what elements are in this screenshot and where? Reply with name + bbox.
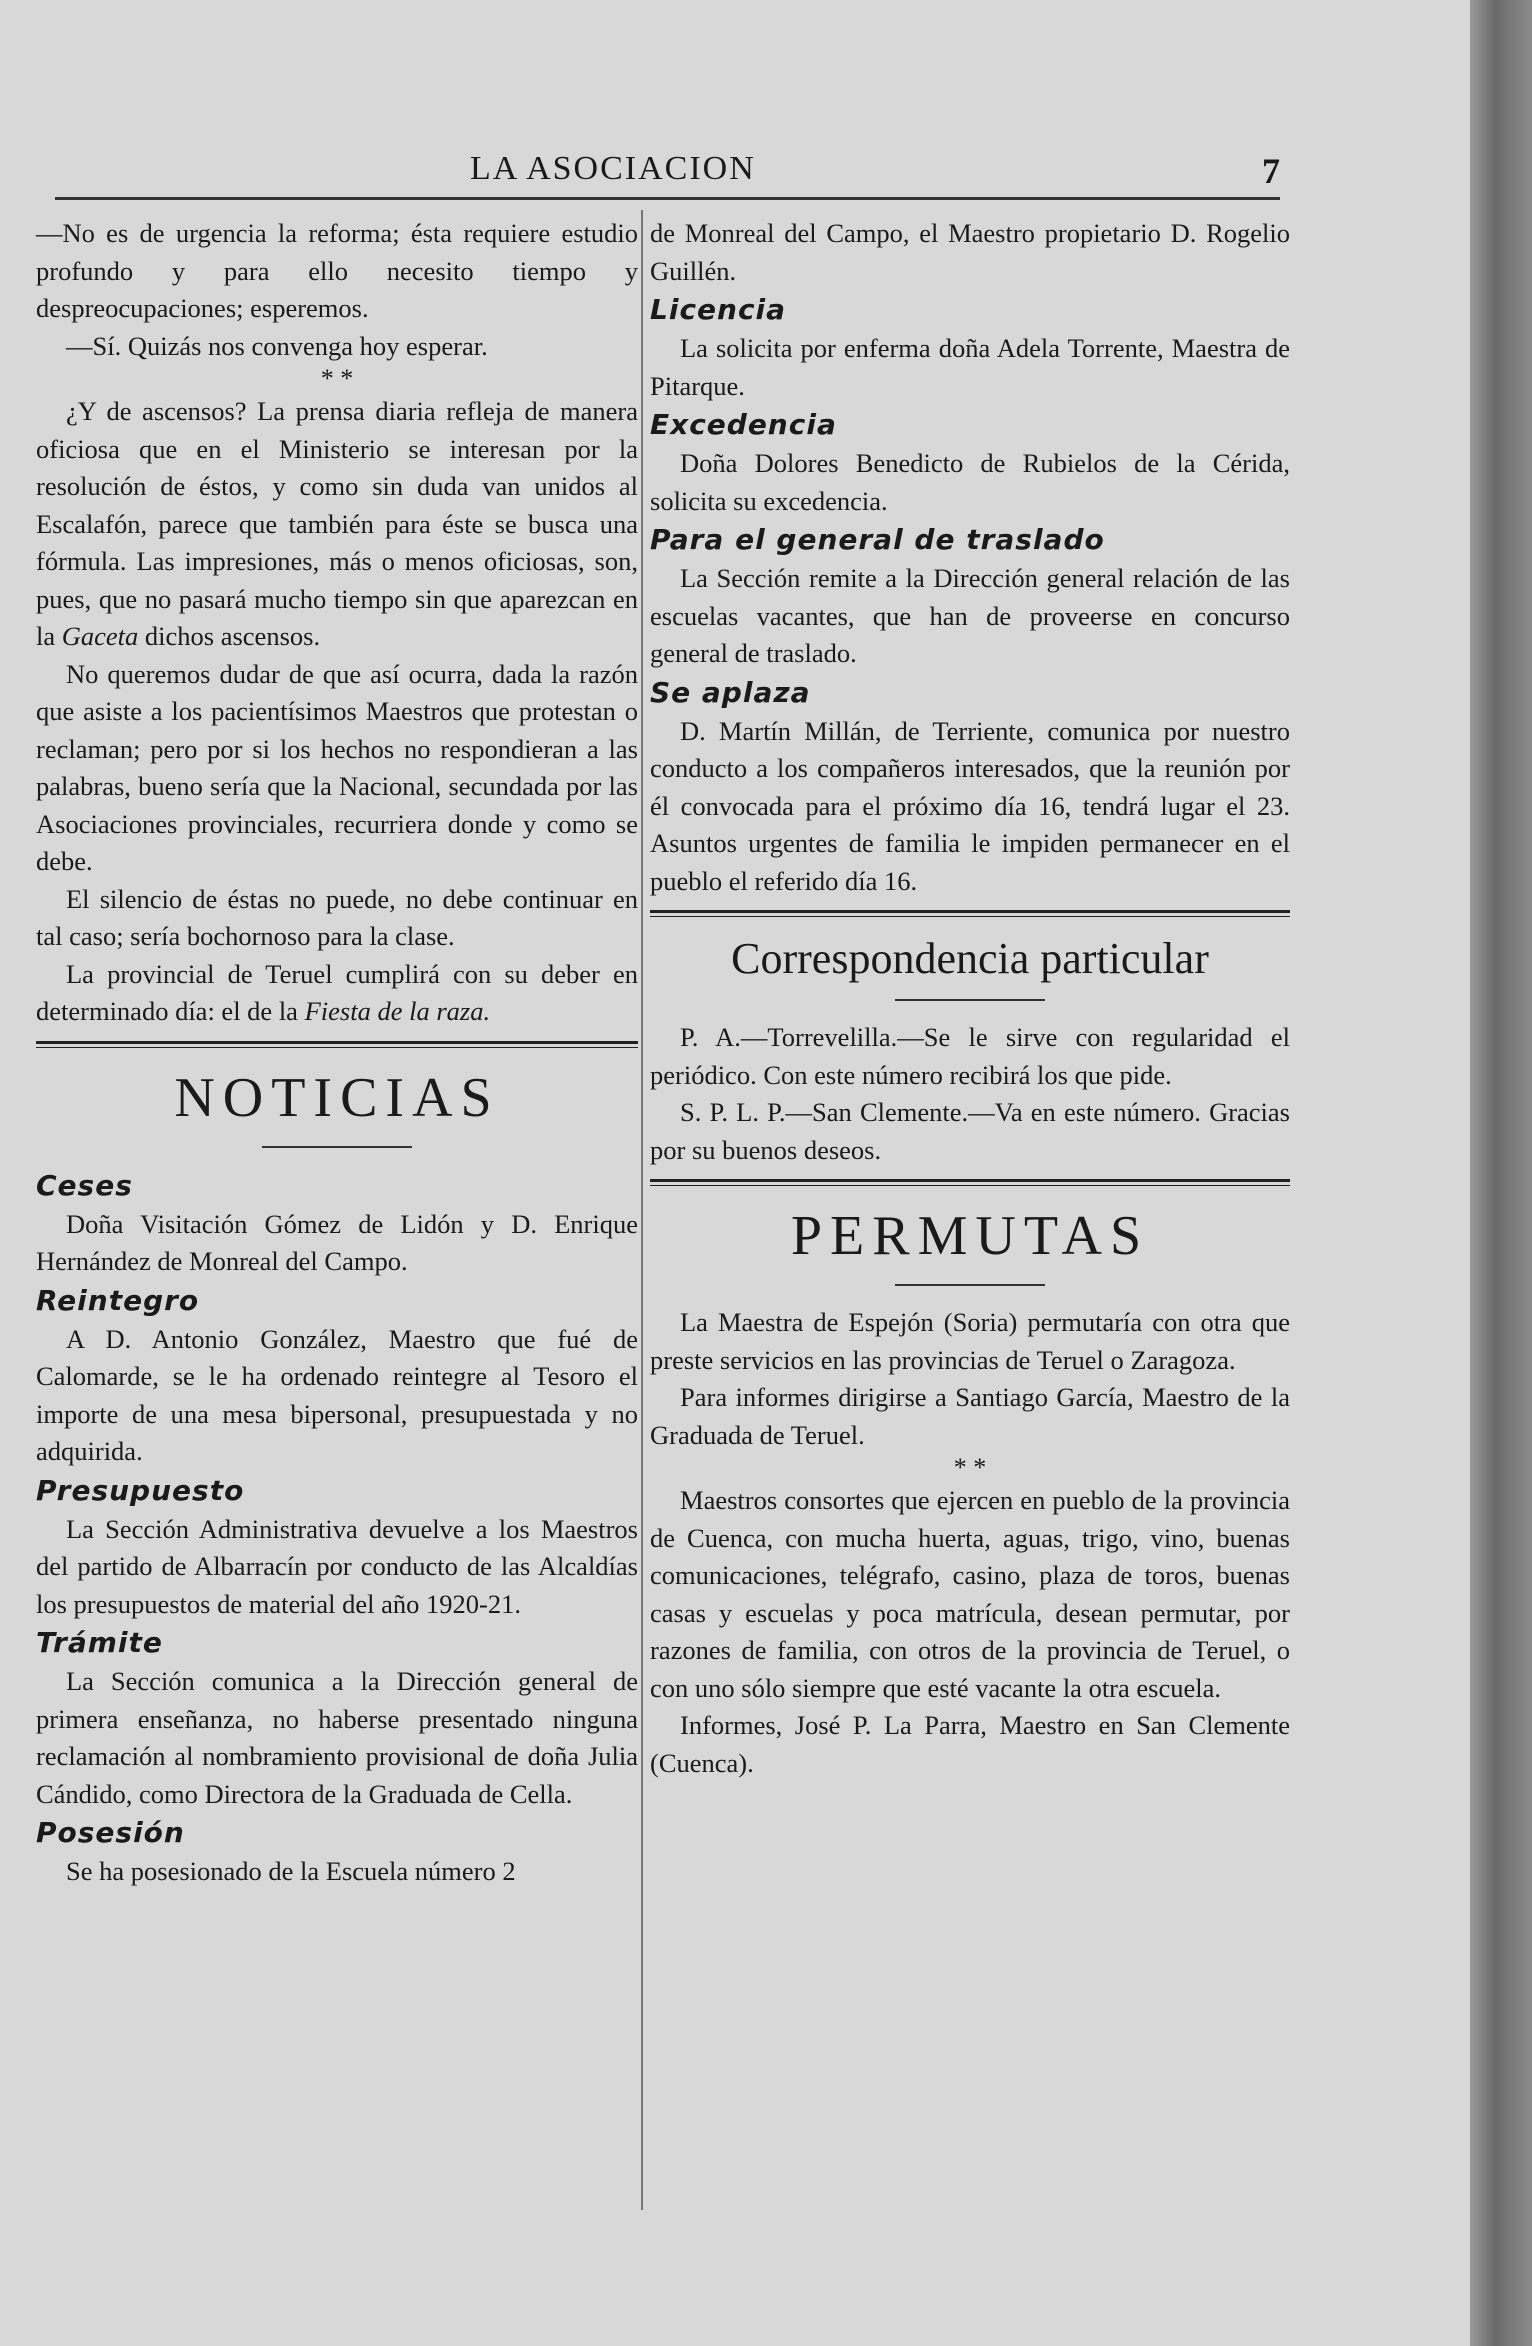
page-number: 7 <box>1262 151 1280 191</box>
paragraph: Doña Dolores Benedicto de Rubielos de la Cérida, solicita su excedencia. <box>650 448 1290 516</box>
paragraph: La Maestra de Espejón (Soria) permutaría con otra que preste servicios en las provincias de Teruel o Zaragoza. <box>650 1307 1290 1375</box>
masthead-title: LA ASOCIACION <box>470 150 756 187</box>
subheading-licencia: Licencia <box>650 293 787 326</box>
subheading-posesion: Posesión <box>36 1816 185 1849</box>
short-rule <box>895 999 1045 1001</box>
paragraph: ¿Y de ascensos? La prensa diaria refleja de manera oficiosa que en el Ministerio se interesan por la resolución de éstos, y como sin duda van unidos al Escalafón, parece que también para éste se busca una fórmula. Las impresiones, más o menos oficiosas, son, pues, que no pasará mucho tiempo sin que aparezcan en la Gaceta dichos ascensos. <box>36 396 638 651</box>
paragraph: La solicita por enferma doña Adela Torrente, Maestra de Pitarque. <box>650 333 1290 401</box>
left-column <box>36 215 638 1891</box>
paragraph: —No es de urgencia la reforma; ésta requiere estudio profundo y para ello necesito tiempo y despreocupaciones; esperemos. <box>36 218 638 323</box>
paragraph: A D. Antonio González, Maestro que fué de Calomarde, se le ha ordenado reintegre al Tesoro el importe de una mesa bipersonal, presupuestada y no adquirida. <box>36 1323 638 1466</box>
noticias-heading: NOTICIAS <box>174 1066 500 1129</box>
header-rule <box>55 197 1280 200</box>
paragraph: P. A.—Torrevelilla.—Se le sirve con regularidad el periódico. Con este número recibirá los que pide. <box>650 1022 1290 1090</box>
short-rule <box>262 1146 412 1148</box>
gaceta-italic: Gaceta <box>61 621 139 651</box>
paragraph: de Monreal del Campo, el Maestro propietario D. Rogelio Guillén. <box>650 218 1290 286</box>
page-edge-shadow <box>1470 0 1532 2346</box>
paragraph: La Sección Administrativa devuelve a los Maestros del partido de Albarracín por conducto de las Alcaldías los presupuestos de material del año 1920-21. <box>36 1513 638 1619</box>
short-rule <box>895 1284 1045 1286</box>
paragraph: Informes, José P. La Parra, Maestro en San Clemente (Cuenca). <box>650 1710 1290 1778</box>
subheading-aplaza: Se aplaza <box>650 675 811 709</box>
paragraph: No queremos dudar de que así ocurra, dada la razón que asiste a los pacientísimos Maestros que protestan o reclaman; pero por si los hechos no respondieran a las palabras, bueno sería que la Nacional, secundada por las Asociaciones provinciales, recurriera donde y como se debe. <box>36 658 638 876</box>
fiesta-italic: Fiesta de la raza. <box>304 996 491 1026</box>
column-divider <box>641 210 643 2210</box>
paragraph: —Sí. Quizás nos convenga hoy esperar. <box>66 330 488 361</box>
paragraph: Para informes dirigirse a Santiago García, Maestro de la Graduada de Teruel. <box>650 1382 1290 1450</box>
asterism: * * <box>320 364 354 393</box>
paragraph: La Sección comunica a la Dirección general de primera enseñanza, no haberse presentado ninguna reclamación al nombramiento provisional de doña Julia Cándido, como Directora de la Graduada de Cella. <box>36 1666 638 1809</box>
paragraph: D. Martín Millán, de Terriente, comunica por nuestro conducto a los compañeros interesados, que la reunión por él convocada para el próximo día 16, tendrá lugar el 23. Asuntos urgentes de familia le impiden permanecer en el pueblo el referido día 16. <box>650 715 1290 896</box>
section-rule <box>36 1041 638 1048</box>
section-rule <box>650 910 1290 917</box>
subheading-ceses: Ceses <box>36 1168 133 1202</box>
right-column <box>650 215 1290 1782</box>
subheading-presupuesto: Presupuesto <box>36 1473 245 1507</box>
paragraph: S. P. L. P.—San Clemente.—Va en este número. Gracias por su buenos deseos. <box>650 1097 1290 1165</box>
paragraph: El silencio de éstas no puede, no debe continuar en tal caso; sería bochornoso para la clase. <box>36 883 638 951</box>
section-rule <box>650 1179 1290 1186</box>
subheading-tramite: Trámite <box>36 1626 163 1659</box>
permutas-heading: PERMUTAS <box>790 1205 1150 1267</box>
correspondencia-heading: Correspondencia particular <box>731 934 1209 983</box>
paragraph: Maestros consortes que ejercen en pueblo de la provincia de Cuenca, con mucha huerta, aguas, trigo, vino, buenas comunicaciones, telégrafo, casino, plaza de toros, buenas casas y escuelas y poca matrícula, desean permutar, por razones de familia, con otros de la provincia de Teruel, o con uno sólo siempre que esté vacante la otra escuela. <box>650 1485 1290 1703</box>
subheading-reintegro: Reintegro <box>36 1283 200 1317</box>
paragraph: La Sección remite a la Dirección general relación de las escuelas vacantes, que han de proveerse en concurso general de traslado. <box>650 563 1290 668</box>
subheading-traslado: Para el general de traslado <box>650 523 1105 556</box>
subheading-excedencia: Excedencia <box>650 408 837 441</box>
paragraph: La provincial de Teruel cumplirá con su deber en determinado día: el de la Fiesta de la raza. <box>36 958 638 1026</box>
paragraph: Se ha posesionado de la Escuela número 2 <box>66 1856 516 1886</box>
asterism: * * <box>953 1453 987 1482</box>
page-header <box>60 150 1280 196</box>
paragraph: Doña Visitación Gómez de Lidón y D. Enrique Hernández de Monreal del Campo. <box>36 1208 638 1276</box>
